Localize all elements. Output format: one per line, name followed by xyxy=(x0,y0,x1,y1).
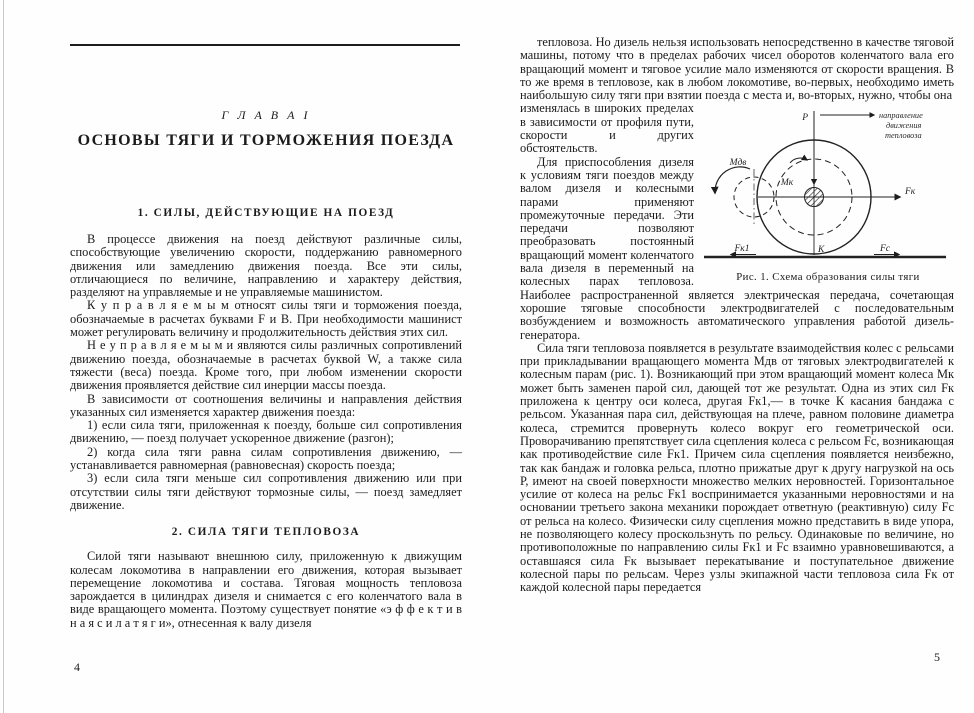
page-number-right: 5 xyxy=(934,650,940,664)
section-2-heading: 2. СИЛА ТЯГИ ТЕПЛОВОЗА xyxy=(171,526,361,539)
traction-force-diagram xyxy=(702,105,954,267)
axle-load-label: P xyxy=(802,113,808,124)
paragraph: Н е у п р а в л я е м ы м и являются силы различных сопротивлений движению поезда, обозначаемые в расчетах буквой W, а также сила тяжести (веса) поезда. Кроме того, при любом изменении скорости движения проявляется действие сил инерции массы поезда. xyxy=(70,338,462,393)
paragraph: В зависимости от соотношения величины и направления действия указанных сил изменяется характер движения поезда: xyxy=(70,391,462,419)
direction-label-line2: движения xyxy=(886,121,922,131)
paragraph: К у п р а в л я е м ы м относят силы тяги и торможения поезда, обозначаемые в расчетах буквами F и В. При необходимости машинист может регулировать величину и продолжительность действия этих сил. xyxy=(70,298,462,340)
figure-1-traction-diagram xyxy=(702,105,954,283)
section-1-heading: 1. СИЛЫ, ДЕЙСТВУЮЩИЕ НА ПОЕЗД xyxy=(137,207,395,219)
paragraph: Силой тяги называют внешнюю силу, приложенную к движущим колесам локомотива в направлении его движения, которая вызывает перемещение локомотива и состава. Тяговая мощность тепловоза зарождается в цилиндрах дизеля и снимается с его коленчатого вала в виде вращающего момента. Поэтому существует понятие «э ф ф е к т и в н а я с и л а т я г и», отнесенная к валу дизеля xyxy=(70,549,462,630)
page-number-left: 4 xyxy=(74,660,80,674)
paragraph: изменялась в широких пределах в зависимости от профиля пути, скорости и других обстоятельств. xyxy=(520,101,694,156)
paragraph: Сила тяги тепловоза появляется в результате взаимодействия колес с рельсами при прикладывании вращающего момента Мдв от тяговых электродвигателей к колесным парам (рис. 1). Возникающий при этом вращающий момент колеса Мк может быть заменен парой сил, дающей тот же результат. Одна из этих сил Fк приложена к центру оси колеса, другая Fк1,— в точке К касания бандажа с рельсом. Указанная пара сил, действующая на плече, равном половине диаметра колеса, стремится провернуть колесо вокруг его геометрической оси. Проворачиванию препятствует сила сцепления колеса с рельсом Fс, возникающая как противодействие силе Fк1. Причем сила сцепления появляется неизбежно, так как бандаж и головка рельса, плотно прижатые друг к другу нагрузкой на ось Р, имеют на своей поверхности множество мелких неровностей. Горизонтальное усилие от колеса на рельс Fк1 воспринимается указанными неровностями и на основании третьего закона механики порождает ответную (реактивную) силу Fс от рельса на колесо. Физически силу сцепления можно представить в виде упора, не позволяющего колесу проскользнуть по рельсу. Одинаковые по величине, но противоположные по направлению силы Fк1 и Fс взаимно уравновешиваются, а оставшаяся сила Fк вызывает перекатывание и поступательное движение колесной пары по рельсам. Через узлы экипажной части тепловоза сила Fк от каждой колесной пары передается xyxy=(520,340,954,595)
paragraph: тепловоза. Но дизель нельзя использовать непосредственно в качестве тяговой машины, потому что в пределах рабочих чисел оборотов коленчатого вала его вращающий момент и тяговое усилие мало изменяются от скорости вращения. В то же время в тепловозе, как в любом локомотиве, во-первых, необходимо иметь наибольшую силу тяги при взятии поезда с места и, во-вторых, нужно, чтобы она xyxy=(520,35,954,103)
right-page xyxy=(520,36,954,594)
motor-torque-label: Мдв xyxy=(729,158,747,169)
paragraph: 2) когда сила тяги равна силам сопротивления движению, — устанавливается равномерная (равновесная) скорость поезда; xyxy=(70,444,462,473)
chapter-label: Г Л А В А I xyxy=(221,108,311,122)
paragraph: В процессе движения на поезд действуют различные силы, способствующие увеличению скорости, поддержанию равномерного движения или замедлению движения поезда. Все эти силы, отличающиеся по величине, направлению и характеру действия, разделяют на управляемые и не управляемые машинистом. xyxy=(70,232,462,300)
adhesion-force-label: Fс xyxy=(879,244,891,255)
motor-torque-arrow xyxy=(715,167,750,193)
figure-caption: Рис. 1. Схема образования силы тяги xyxy=(736,271,920,284)
rail-force-label: Fк1 xyxy=(734,244,750,255)
traction-force-label: Fк xyxy=(905,187,916,198)
header-rule xyxy=(70,44,460,46)
direction-label-line1: направление xyxy=(879,111,923,121)
left-page xyxy=(70,44,462,630)
page-edge-line xyxy=(3,0,4,713)
contact-point-label: К xyxy=(818,245,825,256)
paragraph: Для приспособления дизеля к условиям тяги поездов между валом дизеля и колесными парами применяют промежуточные передачи. Эти передачи позволяют преобразовать постоянный вращающий момент коленчатого вала дизеля в переменный на колесных парах тепловоза. Наиболее распространенной является электрическая передача, сочетающая хорошие тяговые способности электродвигателей с последовательным возбуждением и возможность автоматического управления работой дизель-генератора. xyxy=(520,154,954,342)
wheel-torque-label: Мк xyxy=(780,178,794,189)
paragraph: 3) если сила тяги меньше сил сопротивления движению или при отсутствии силы тяги действуют тормозные силы, — поезд замедляет движение. xyxy=(70,471,462,512)
direction-label-line3: тепловоза xyxy=(885,131,922,141)
paragraph: 1) если сила тяги, приложенная к поезду, больше сил сопротивления движению, — поезд получает ускоренное движение (разгон); xyxy=(70,418,462,446)
chapter-title: ОСНОВЫ ТЯГИ И ТОРМОЖЕНИЯ ПОЕЗДА xyxy=(77,132,455,149)
